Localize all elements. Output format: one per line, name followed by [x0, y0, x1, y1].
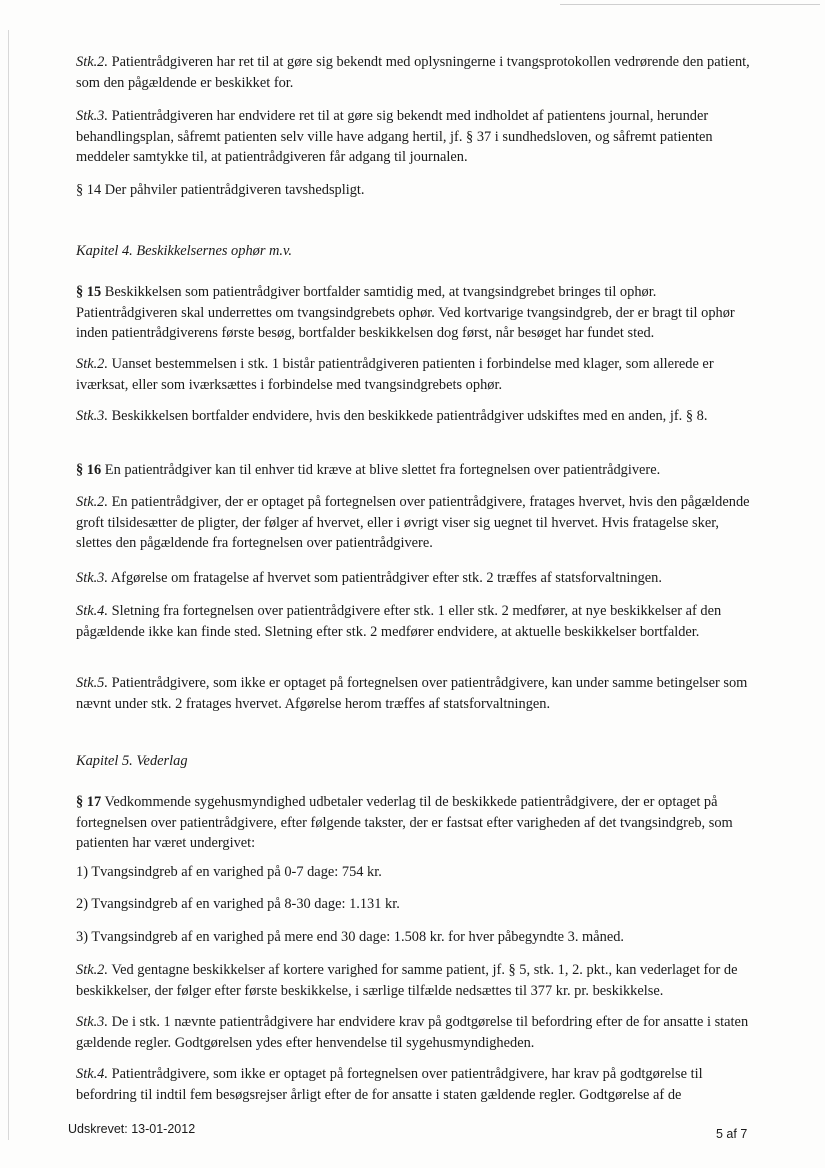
- chapter-5-heading: Kapitel 5. Vederlag: [76, 753, 188, 769]
- paragraph-text: 3) Tvangsindgreb af en varighed på mere end 30 dage: 1.508 kr. for hver påbegyndte 3. måned.: [76, 929, 624, 945]
- paragraph-lead: Stk.2.: [76, 962, 108, 978]
- paragraph-text: En patientrådgiver, der er optaget på fortegnelsen over patientrådgivere, fratages hvervet, hvis den pågældende groft tilsidesætter de pligter, der følger af hvervet, eller i øvrigt viser sig uegnet til hvervet. Hvis fratagelse sker, slettes den pågældende fra fortegnelsen over patientrådgivere.: [76, 494, 750, 551]
- paragraph-lead: Stk.4.: [76, 1066, 108, 1082]
- paragraph-lead: § 16: [76, 462, 102, 478]
- rate-item-2: [76, 894, 756, 915]
- paragraph-16: [76, 460, 756, 481]
- paragraph-14: [76, 180, 756, 201]
- paragraph-15: [76, 282, 756, 344]
- paragraph-text: Patientrådgivere, som ikke er optaget på fortegnelsen over patientrådgivere, har krav på godtgørelse til befordring til indtil fem besøgsrejser årligt efter de for ansatte i staten gældende regler. Godtgørelse af de: [76, 1066, 703, 1103]
- paragraph-text: En patientrådgiver kan til enhver tid kræve at blive slettet fra fortegnelsen over patientrådgivere.: [101, 462, 661, 478]
- paragraph-stk2-15: [76, 354, 756, 395]
- paragraph-lead: Stk.2.: [76, 54, 108, 70]
- paragraph-text: Sletning fra fortegnelsen over patientrådgivere efter stk. 1 eller stk. 2 medfører, at nye beskikkelser af den pågældende ikke kan finde sted. Sletning efter stk. 2 medfører endvidere, at aktuelle beskikkelser bortfalder.: [76, 603, 722, 640]
- paragraph-text: Ved gentagne beskikkelser af kortere varighed for samme patient, jf. § 5, stk. 1, 2. pkt., kan vederlaget for de beskikkelser, der følger efter første beskikkelse, i særlige tilfælde nedsættes til 377 kr. pr. beskikkelse.: [76, 962, 738, 999]
- paragraph-stk3-15: [76, 406, 756, 427]
- print-date: Udskrevet: 13-01-2012: [68, 1122, 196, 1136]
- paragraph-stk2-17: [76, 960, 756, 1001]
- paragraph-lead: Stk.4.: [76, 603, 108, 619]
- paragraph-lead: § 15: [76, 284, 102, 300]
- paragraph-lead: Stk.2.: [76, 494, 108, 510]
- paragraph-text: Patientrådgivere, som ikke er optaget på fortegnelsen over patientrådgivere, kan under samme betingelser som nævnt under stk. 2 fratages hvervet. Afgørelse herom træffes af statsforvaltningen.: [76, 675, 748, 712]
- paragraph-text: 2) Tvangsindgreb af en varighed på 8-30 dage: 1.131 kr.: [76, 896, 400, 912]
- paragraph-text: Patientrådgiveren har endvidere ret til at gøre sig bekendt med indholdet af patientens journal, herunder behandlingsplan, såfremt patienten selv ville have adgang hertil, jf. § 37 i sundhedsloven, og såfremt patienten meddeler samtykke til, at patientrådgiveren får adgang til journalen.: [76, 108, 713, 165]
- paragraph-lead: Stk.3.: [76, 108, 108, 124]
- paragraph-text: Beskikkelsen bortfalder endvidere, hvis den beskikkede patientrådgiver udskiftes med en anden, jf. § 8.: [107, 408, 708, 424]
- paragraph-stk3-16: [76, 568, 756, 589]
- paragraph-stk5-16: [76, 673, 756, 714]
- paragraph-stk4-17: [76, 1064, 756, 1105]
- paragraph-text: Afgørelse om fratagelse af hvervet som patientrådgiver efter stk. 2 træffes af statsforvaltningen.: [107, 570, 662, 586]
- paragraph-text: Patientrådgiveren har ret til at gøre sig bekendt med oplysningerne i tvangsprotokollen vedrørende den patient, som den pågældende er beskikket for.: [76, 54, 750, 91]
- paragraph-stk3-13: [76, 106, 756, 168]
- paragraph-text: Vedkommende sygehusmyndighed udbetaler vederlag til de beskikkede patientrådgivere, der er optaget på fortegnelsen over patientrådgivere, efter følgende takster, der er fastsat efter varigheden af det tvangsindgreb, som patienten har været undergivet:: [76, 794, 733, 851]
- paragraph-stk2-13: [76, 52, 756, 93]
- paragraph-stk4-16: [76, 601, 756, 642]
- page-number: 5 af 7: [716, 1127, 748, 1141]
- paragraph-text: § 14 Der påhviler patientrådgiveren tavshedspligt.: [76, 182, 365, 198]
- paragraph-text: De i stk. 1 nævnte patientrådgivere har endvidere krav på godtgørelse til befordring efter de for ansatte i staten gældende regler. Godtgørelsen ydes efter henvendelse til sygehusmyndigheden.: [76, 1014, 749, 1051]
- paragraph-lead: Stk.3.: [76, 570, 108, 586]
- paragraph-lead: Stk.2.: [76, 356, 108, 372]
- paragraph-stk2-16: [76, 492, 756, 554]
- paragraph-stk3-17: [76, 1012, 756, 1053]
- scan-edge-line: [8, 30, 9, 1140]
- rate-item-3: [76, 927, 756, 948]
- paragraph-lead: Stk.5.: [76, 675, 108, 691]
- paragraph-lead: Stk.3.: [76, 408, 108, 424]
- rate-item-1: [76, 862, 756, 883]
- paragraph-lead: Stk.3.: [76, 1014, 108, 1030]
- chapter-4-heading: Kapitel 4. Beskikkelsernes ophør m.v.: [76, 243, 292, 259]
- paragraph-text: 1) Tvangsindgreb af en varighed på 0-7 dage: 754 kr.: [76, 864, 382, 880]
- paragraph-lead: § 17: [76, 794, 102, 810]
- paragraph-text: Uanset bestemmelsen i stk. 1 bistår patientrådgiveren patienten i forbindelse med klager, som allerede er iværksat, eller som iværksættes i forbindelse med tvangsindgrebets ophør.: [76, 356, 714, 393]
- scan-top-line: [560, 4, 820, 5]
- paragraph-text: Beskikkelsen som patientrådgiver bortfalder samtidig med, at tvangsindgrebet bringes til ophør. Patientrådgiveren skal underrettes om tvangsindgrebets ophør. Ved kortvarige tvangsindgreb, der er bragt til ophør inden patientrådgiverens første besøg, bortfalder beskikkelsen dog først, når besøget har fundet sted.: [76, 284, 735, 341]
- paragraph-17: [76, 792, 756, 854]
